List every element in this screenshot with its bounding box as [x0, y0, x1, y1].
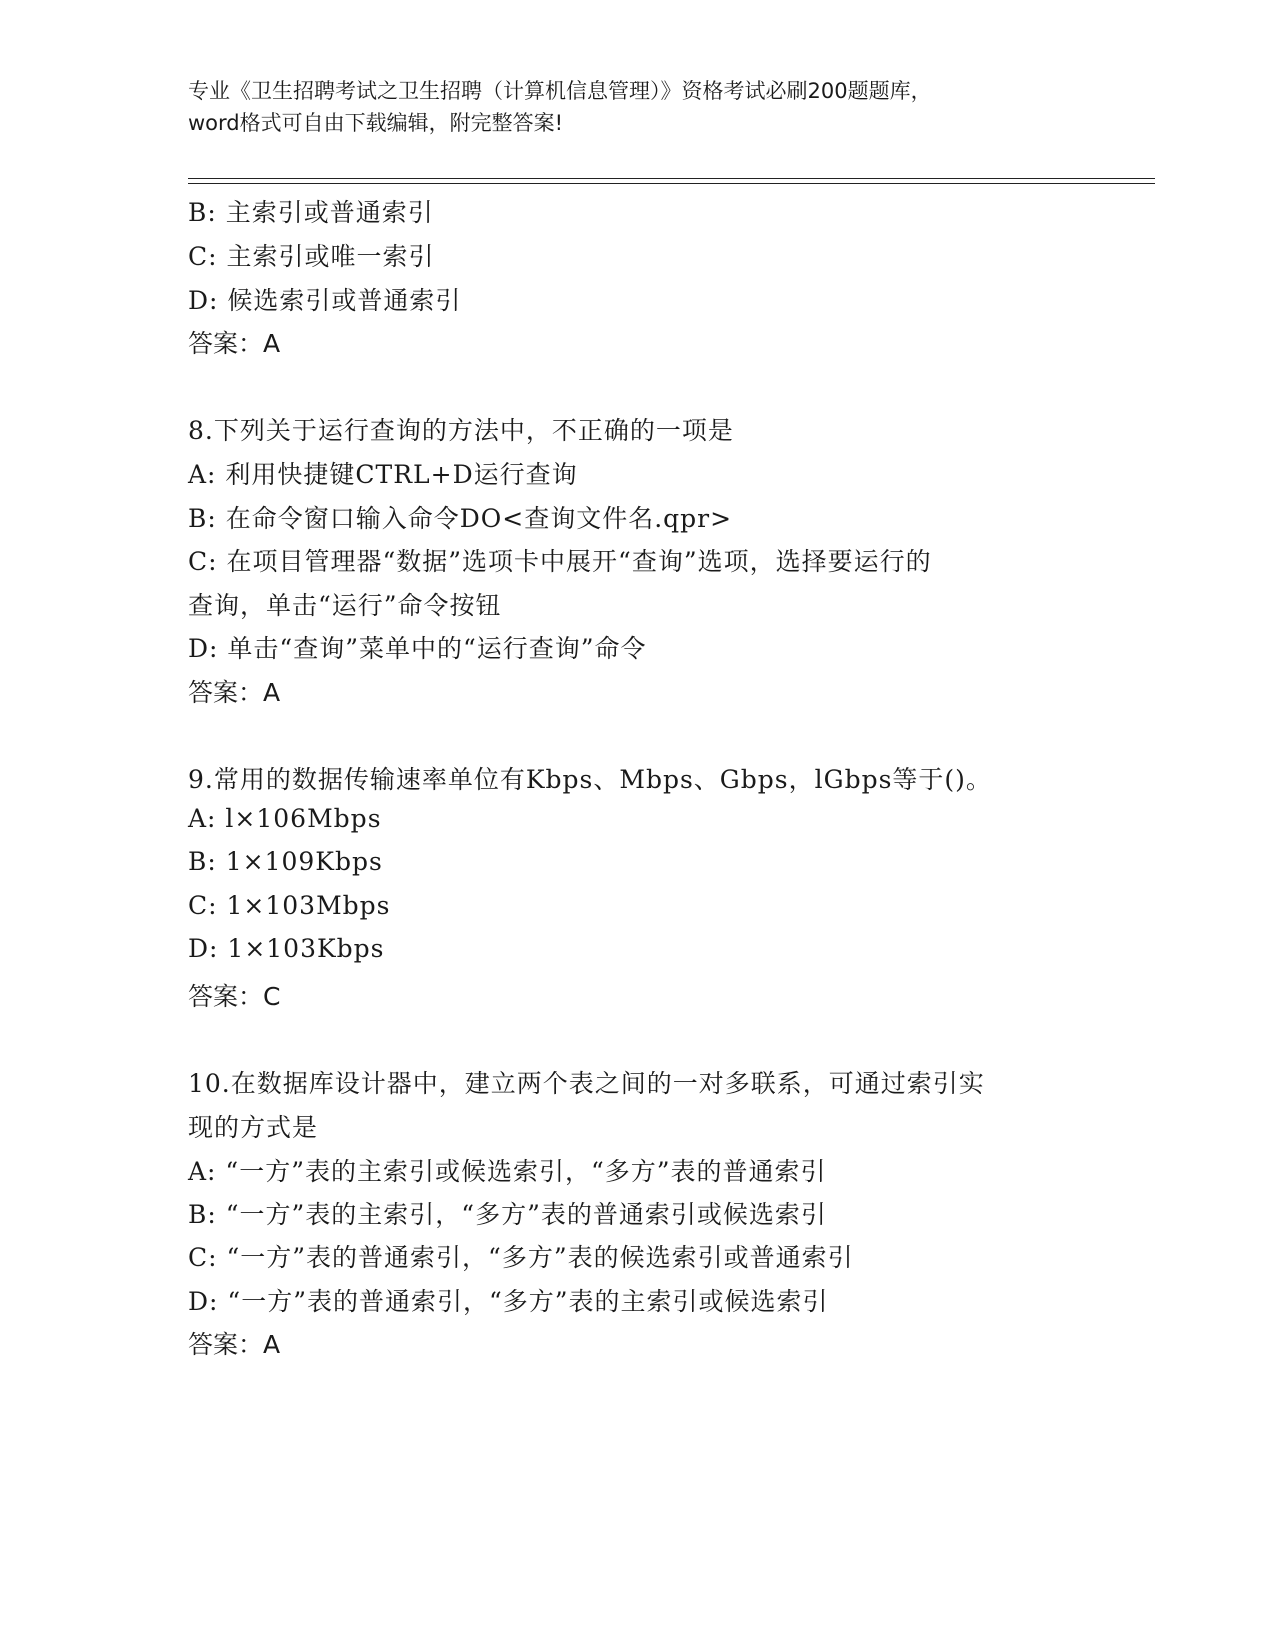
q8-option-a: A: 利用快捷键CTRL+D运行查询 — [188, 460, 578, 489]
header-divider-top — [188, 178, 1155, 179]
q10-option-b: B: “一方”表的主索引，“多方”表的普通索引或候选索引 — [188, 1200, 827, 1229]
header-title-line-2: word格式可自由下载编辑，附完整答案! — [188, 111, 564, 135]
q10-stem-line-1: 10.在数据库设计器中，建立两个表之间的一对多联系，可通过索引实 — [188, 1069, 985, 1098]
q8-answer: 答案：A — [188, 678, 281, 707]
q9-option-d: D: 1×103Kbps — [188, 934, 385, 963]
header-divider-bottom — [188, 183, 1155, 184]
q8-option-c-line-1: C: 在项目管理器“数据”选项卡中展开“查询”选项，选择要运行的 — [188, 547, 932, 576]
q10-option-d: D: “一方”表的普通索引，“多方”表的主索引或候选索引 — [188, 1287, 829, 1316]
q10-answer: 答案：A — [188, 1330, 281, 1359]
document-header — [188, 75, 1088, 139]
q9-option-a: A: l×106Mbps — [188, 804, 382, 833]
q7-option-c: C: 主索引或唯一索引 — [188, 242, 435, 271]
q10-option-c: C: “一方”表的普通索引，“多方”表的候选索引或普通索引 — [188, 1243, 854, 1272]
q9-option-c: C: 1×103Mbps — [188, 891, 391, 920]
q9-answer: 答案：C — [188, 982, 281, 1011]
q8-stem: 8.下列关于运行查询的方法中，不正确的一项是 — [188, 416, 734, 445]
q7-option-d: D: 候选索引或普通索引 — [188, 286, 462, 315]
header-title-line-1: 专业《卫生招聘考试之卫生招聘（计算机信息管理）》资格考试必刷200题题库， — [188, 79, 932, 103]
q10-stem-line-2: 现的方式是 — [188, 1113, 319, 1142]
q8-option-b: B: 在命令窗口输入命令DO<查询文件名.qpr> — [188, 504, 733, 533]
q7-option-b: B: 主索引或普通索引 — [188, 198, 434, 227]
q7-answer: 答案：A — [188, 329, 281, 358]
q9-option-b: B: 1×109Kbps — [188, 847, 383, 876]
q9-stem: 9.常用的数据传输速率单位有Kbps、Mbps、Gbps，lGbps等于()。 — [188, 765, 992, 794]
q8-option-d: D: 单击“查询”菜单中的“运行查询”命令 — [188, 634, 647, 663]
q8-option-c-line-2: 查询，单击“运行”命令按钮 — [188, 591, 502, 620]
q10-option-a: A: “一方”表的主索引或候选索引，“多方”表的普通索引 — [188, 1157, 827, 1186]
